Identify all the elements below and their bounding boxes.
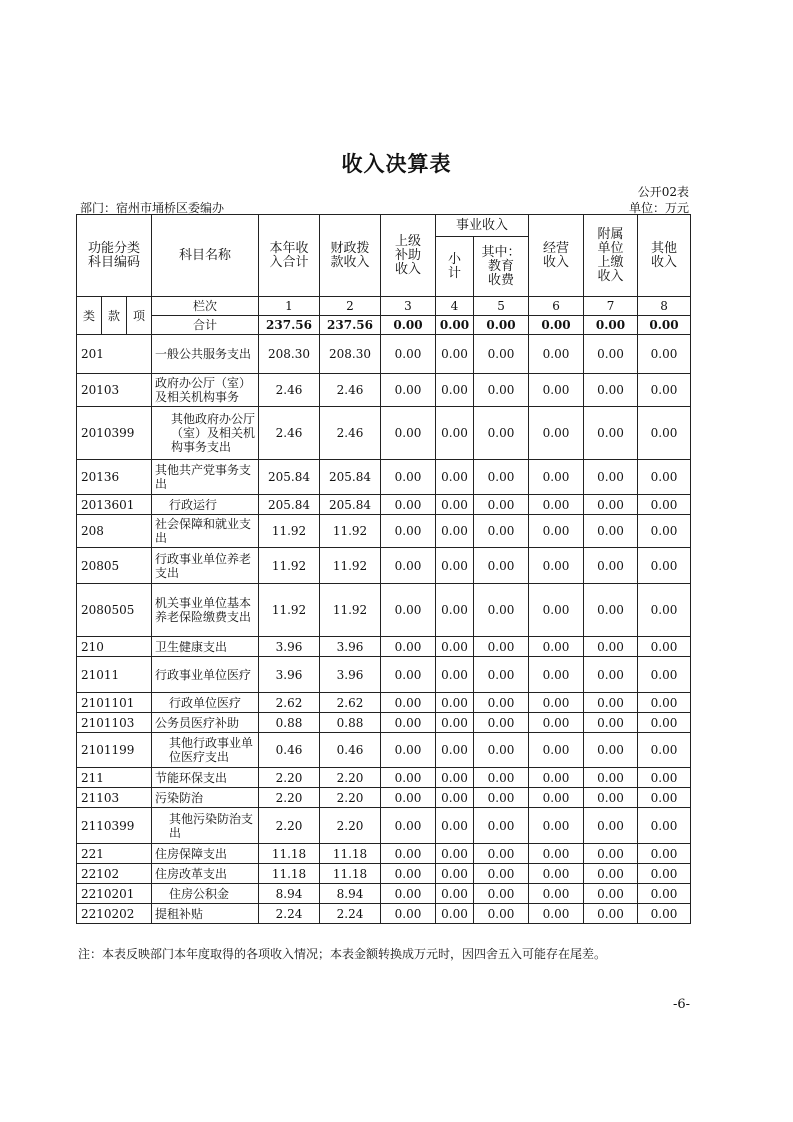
col-num: 1: [259, 297, 320, 316]
row-name: 住房保障支出: [152, 844, 259, 864]
row-value: 0.00: [638, 808, 691, 844]
row-value: 0.00: [436, 693, 474, 713]
row-value: 0.00: [584, 495, 638, 515]
row-value: 0.46: [259, 733, 320, 768]
row-value: 0.00: [638, 864, 691, 884]
row-value: 0.00: [584, 637, 638, 657]
row-value: 0.00: [381, 884, 436, 904]
row-value: 0.00: [381, 374, 436, 407]
row-value: 0.00: [474, 884, 529, 904]
total-value: 0.00: [381, 316, 436, 335]
row-value: 0.00: [436, 884, 474, 904]
row-value: 0.00: [529, 637, 584, 657]
row-code: 211: [77, 768, 152, 788]
row-value: 0.00: [638, 713, 691, 733]
row-value: 0.00: [529, 904, 584, 924]
row-code: 21103: [77, 788, 152, 808]
row-name: 卫生健康支出: [152, 637, 259, 657]
table-row: [77, 548, 691, 584]
row-value: 0.00: [638, 515, 691, 548]
col-num: 8: [638, 297, 691, 316]
table-row: [77, 335, 691, 374]
row-value: 0.00: [584, 768, 638, 788]
row-value: 0.00: [529, 548, 584, 584]
row-code: 2101103: [77, 713, 152, 733]
row-name: 住房改革支出: [152, 864, 259, 884]
row-value: 0.00: [381, 904, 436, 924]
row-value: 0.00: [529, 864, 584, 884]
row-value: 11.92: [320, 584, 381, 637]
row-value: 0.88: [259, 713, 320, 733]
col-num: 6: [529, 297, 584, 316]
row-value: 0.00: [436, 460, 474, 495]
income-table: [76, 214, 691, 924]
row-value: 0.00: [474, 713, 529, 733]
row-value: 8.94: [320, 884, 381, 904]
func-code-header-text: 功能分类 科目编码: [87, 240, 140, 270]
row-value: 0.00: [381, 788, 436, 808]
row-value: 0.00: [436, 374, 474, 407]
row-value: 0.00: [474, 844, 529, 864]
row-value: 0.00: [584, 904, 638, 924]
row-value: 0.00: [474, 904, 529, 924]
lei-header: 类: [77, 297, 102, 335]
row-value: 0.00: [474, 808, 529, 844]
page-number: -6-: [672, 997, 690, 1012]
row-value: 0.00: [474, 637, 529, 657]
operating-income-header-text: 经营 收入: [543, 240, 570, 270]
row-value: 0.00: [638, 788, 691, 808]
subject-name-header: 科目名称: [152, 215, 259, 297]
affiliated-income-header-text: 附属 单位 上缴 收入: [597, 226, 624, 284]
row-code: 201: [77, 335, 152, 374]
row-value: 0.00: [529, 495, 584, 515]
row-value: 0.88: [320, 713, 381, 733]
row-value: 0.00: [529, 460, 584, 495]
row-name: 住房公积金: [152, 884, 259, 904]
row-value: 0.00: [584, 657, 638, 693]
row-value: 0.00: [474, 335, 529, 374]
data-rows: [77, 335, 691, 924]
row-value: 0.00: [381, 657, 436, 693]
upper-subsidy-header: [381, 215, 436, 297]
row-value: 0.00: [638, 884, 691, 904]
row-code: 2110399: [77, 808, 152, 844]
row-value: 2.62: [320, 693, 381, 713]
row-value: 0.00: [381, 495, 436, 515]
row-value: 0.00: [584, 460, 638, 495]
other-income-header: [638, 215, 691, 297]
row-value: 0.00: [381, 335, 436, 374]
table-row: [77, 844, 691, 864]
row-name: 一般公共服务支出: [152, 335, 259, 374]
fiscal-income-header: [320, 215, 381, 297]
row-code: 20136: [77, 460, 152, 495]
row-value: 0.00: [529, 335, 584, 374]
table-row: [77, 713, 691, 733]
row-value: 0.00: [638, 733, 691, 768]
row-value: 0.00: [529, 374, 584, 407]
row-code: 208: [77, 515, 152, 548]
row-value: 0.00: [474, 657, 529, 693]
row-value: 2.24: [259, 904, 320, 924]
total-value: 237.56: [259, 316, 320, 335]
total-value: 237.56: [320, 316, 381, 335]
row-code: 20805: [77, 548, 152, 584]
row-name: 机关事业单位基本养老保险缴费支出: [152, 584, 259, 637]
row-value: 2.46: [320, 407, 381, 460]
row-value: 11.18: [320, 844, 381, 864]
row-value: 205.84: [259, 460, 320, 495]
row-value: 0.00: [638, 374, 691, 407]
affiliated-income-header: [584, 215, 638, 297]
row-value: 0.00: [474, 788, 529, 808]
row-value: 0.00: [436, 768, 474, 788]
row-value: 0.46: [320, 733, 381, 768]
row-value: 0.00: [381, 808, 436, 844]
row-value: 0.00: [529, 844, 584, 864]
row-value: 0.00: [529, 407, 584, 460]
row-code: 2210201: [77, 884, 152, 904]
row-code: 20103: [77, 374, 152, 407]
row-value: 11.18: [259, 864, 320, 884]
row-code: 2013601: [77, 495, 152, 515]
row-value: 0.00: [529, 584, 584, 637]
row-value: 0.00: [474, 768, 529, 788]
row-value: 0.00: [474, 693, 529, 713]
total-value: 0.00: [529, 316, 584, 335]
row-value: 0.00: [436, 548, 474, 584]
row-value: 0.00: [436, 515, 474, 548]
row-value: 11.92: [259, 515, 320, 548]
row-name: 行政事业单位医疗: [152, 657, 259, 693]
row-value: 0.00: [474, 515, 529, 548]
row-value: 0.00: [381, 844, 436, 864]
row-value: 8.94: [259, 884, 320, 904]
row-value: 0.00: [529, 713, 584, 733]
table-row: [77, 693, 691, 713]
row-value: 0.00: [381, 460, 436, 495]
row-value: 2.20: [259, 768, 320, 788]
row-value: 11.92: [320, 548, 381, 584]
row-name: 节能环保支出: [152, 768, 259, 788]
table-row: [77, 637, 691, 657]
table-row: [77, 374, 691, 407]
row-value: 0.00: [638, 768, 691, 788]
row-value: 0.00: [381, 733, 436, 768]
table-row: [77, 657, 691, 693]
row-value: 0.00: [436, 844, 474, 864]
row-value: 3.96: [320, 657, 381, 693]
col-num: 7: [584, 297, 638, 316]
total-value: 0.00: [638, 316, 691, 335]
row-value: 0.00: [529, 693, 584, 713]
lanci-label: 栏次: [152, 297, 259, 316]
row-name: 其他行政事业单位医疗支出: [152, 733, 259, 768]
row-value: 0.00: [529, 884, 584, 904]
total-value: 0.00: [584, 316, 638, 335]
row-value: 0.00: [584, 515, 638, 548]
func-code-header: [77, 215, 152, 297]
table-row: [77, 768, 691, 788]
row-value: 0.00: [638, 460, 691, 495]
row-value: 0.00: [474, 548, 529, 584]
row-name: 其他污染防治支出: [152, 808, 259, 844]
table-row: [77, 884, 691, 904]
row-value: 0.00: [638, 904, 691, 924]
row-name: 社会保障和就业支出: [152, 515, 259, 548]
col-num: 2: [320, 297, 381, 316]
row-value: 0.00: [381, 637, 436, 657]
row-name: 行政运行: [152, 495, 259, 515]
row-code: 2080505: [77, 584, 152, 637]
row-value: 11.18: [320, 864, 381, 884]
row-value: 3.96: [320, 637, 381, 657]
row-value: 0.00: [474, 733, 529, 768]
row-value: 0.00: [529, 657, 584, 693]
row-value: 2.46: [320, 374, 381, 407]
row-value: 2.46: [259, 374, 320, 407]
row-code: 2010399: [77, 407, 152, 460]
row-value: 2.62: [259, 693, 320, 713]
row-value: 0.00: [474, 584, 529, 637]
page-title: 收入决算表: [341, 151, 452, 176]
total-row-label: 合计: [152, 316, 259, 335]
fiscal-income-header-text: 财政拨 款收入: [330, 240, 370, 270]
subtotal-header: [436, 237, 474, 297]
row-name: 其他政府办公厅（室）及相关机构事务支出: [152, 407, 259, 460]
footnote: 注：本表反映部门本年度取得的各项收入情况；本表金额转换成万元时，因四舍五入可能存在尾差。: [78, 947, 607, 961]
row-value: 2.20: [259, 808, 320, 844]
table-row: [77, 904, 691, 924]
row-value: 0.00: [381, 407, 436, 460]
row-code: 21011: [77, 657, 152, 693]
row-value: 0.00: [436, 335, 474, 374]
row-value: 0.00: [436, 864, 474, 884]
row-value: 0.00: [436, 788, 474, 808]
row-value: 0.00: [638, 657, 691, 693]
table-row: [77, 808, 691, 844]
row-value: 0.00: [436, 637, 474, 657]
row-name: 提租补贴: [152, 904, 259, 924]
row-value: 0.00: [436, 733, 474, 768]
col-num: 5: [474, 297, 529, 316]
row-value: 0.00: [584, 335, 638, 374]
table-row: [77, 584, 691, 637]
row-value: 3.96: [259, 657, 320, 693]
row-name: 行政单位医疗: [152, 693, 259, 713]
row-value: 0.00: [584, 713, 638, 733]
row-value: 0.00: [584, 808, 638, 844]
row-code: 221: [77, 844, 152, 864]
total-value: 0.00: [436, 316, 474, 335]
row-value: 2.20: [320, 788, 381, 808]
unit-label: 单位：万元: [628, 201, 689, 215]
row-value: 0.00: [381, 768, 436, 788]
row-value: 11.18: [259, 844, 320, 864]
row-value: 0.00: [381, 584, 436, 637]
table-code: 公开02表: [637, 185, 689, 199]
row-value: 0.00: [584, 693, 638, 713]
row-value: 205.84: [320, 495, 381, 515]
row-value: 0.00: [638, 584, 691, 637]
row-value: 0.00: [529, 768, 584, 788]
row-value: 0.00: [584, 864, 638, 884]
row-value: 0.00: [436, 584, 474, 637]
row-value: 0.00: [638, 407, 691, 460]
row-value: 0.00: [584, 733, 638, 768]
row-value: 0.00: [381, 548, 436, 584]
row-value: 205.84: [259, 495, 320, 515]
education-fee-header: [474, 237, 529, 297]
table-row: [77, 407, 691, 460]
subtotal-header-text: 小 计: [447, 251, 461, 281]
row-value: 0.00: [474, 374, 529, 407]
row-name: 污染防治: [152, 788, 259, 808]
row-value: 0.00: [638, 495, 691, 515]
row-value: 0.00: [436, 904, 474, 924]
row-value: 0.00: [381, 713, 436, 733]
department-label: 部门：宿州市埇桥区委编办: [80, 201, 225, 215]
business-income-header: 事业收入: [436, 215, 529, 237]
row-value: 0.00: [638, 844, 691, 864]
table-row: [77, 460, 691, 495]
table-row: [77, 495, 691, 515]
row-value: 0.00: [529, 733, 584, 768]
col-num: 3: [381, 297, 436, 316]
row-name: 公务员医疗补助: [152, 713, 259, 733]
row-value: 2.20: [259, 788, 320, 808]
row-value: 0.00: [436, 657, 474, 693]
row-value: 0.00: [584, 844, 638, 864]
row-value: 2.24: [320, 904, 381, 924]
kuan-header: 款: [102, 297, 127, 335]
row-value: 0.00: [436, 495, 474, 515]
row-value: 0.00: [529, 788, 584, 808]
total-income-header-text: 本年收 入合计: [269, 240, 309, 270]
row-value: 0.00: [584, 788, 638, 808]
row-value: 0.00: [436, 407, 474, 460]
row-value: 0.00: [584, 374, 638, 407]
total-income-header: [259, 215, 320, 297]
row-value: 0.00: [638, 637, 691, 657]
row-name: 政府办公厅（室）及相关机构事务: [152, 374, 259, 407]
table-row: [77, 515, 691, 548]
row-code: 210: [77, 637, 152, 657]
row-value: 0.00: [638, 335, 691, 374]
row-value: 0.00: [638, 548, 691, 584]
row-value: 3.96: [259, 637, 320, 657]
row-value: 0.00: [584, 407, 638, 460]
row-code: 2210202: [77, 904, 152, 924]
table-row: [77, 864, 691, 884]
row-value: 0.00: [474, 495, 529, 515]
row-value: 2.20: [320, 808, 381, 844]
row-value: 0.00: [474, 460, 529, 495]
row-value: 0.00: [584, 548, 638, 584]
total-value: 0.00: [474, 316, 529, 335]
row-value: 11.92: [259, 548, 320, 584]
row-code: 2101199: [77, 733, 152, 768]
row-value: 11.92: [320, 515, 381, 548]
row-value: 0.00: [474, 407, 529, 460]
table-row: [77, 733, 691, 768]
education-fee-header-text: 其中： 教育 收费: [481, 244, 521, 288]
row-code: 22102: [77, 864, 152, 884]
row-value: 0.00: [529, 808, 584, 844]
xiang-header: 项: [127, 297, 152, 335]
row-value: 0.00: [381, 515, 436, 548]
row-value: 0.00: [436, 713, 474, 733]
upper-subsidy-header-text: 上级 补助 收入: [394, 233, 421, 277]
col-num: 4: [436, 297, 474, 316]
row-value: 205.84: [320, 460, 381, 495]
row-code: 2101101: [77, 693, 152, 713]
row-value: 208.30: [320, 335, 381, 374]
row-value: 2.46: [259, 407, 320, 460]
row-value: 0.00: [529, 515, 584, 548]
row-name: 其他共产党事务支出: [152, 460, 259, 495]
operating-income-header: [529, 215, 584, 297]
row-value: 2.20: [320, 768, 381, 788]
row-value: 0.00: [584, 584, 638, 637]
table-row: [77, 788, 691, 808]
row-value: 0.00: [436, 808, 474, 844]
row-name: 行政事业单位养老支出: [152, 548, 259, 584]
row-value: 208.30: [259, 335, 320, 374]
other-income-header-text: 其他 收入: [651, 240, 678, 270]
row-value: 0.00: [381, 693, 436, 713]
row-value: 11.92: [259, 584, 320, 637]
row-value: 0.00: [584, 884, 638, 904]
row-value: 0.00: [638, 693, 691, 713]
row-value: 0.00: [474, 864, 529, 884]
row-value: 0.00: [381, 864, 436, 884]
